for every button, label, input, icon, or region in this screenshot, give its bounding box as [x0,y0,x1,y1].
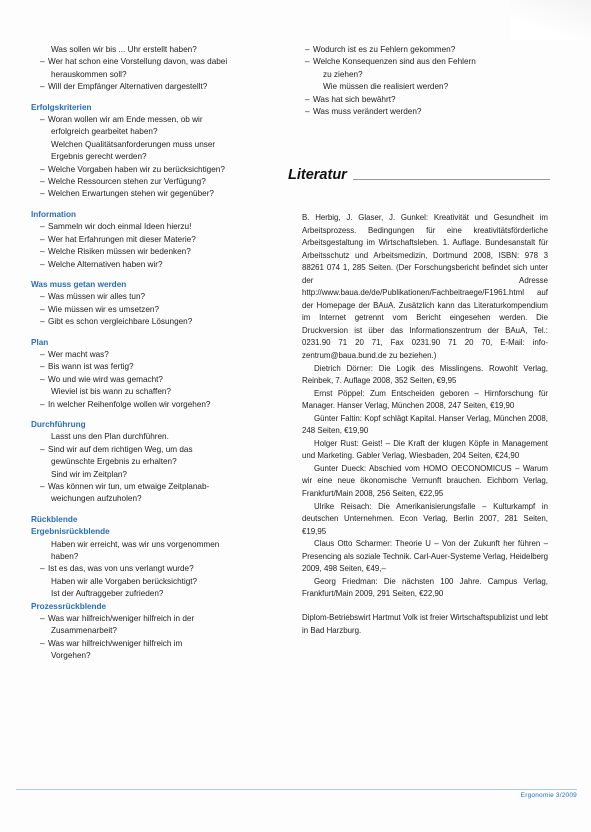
list-item: – Wer hat schon eine Vorstellung davon, was dabei [31,56,293,68]
literatur-entry: Claus Otto Scharmer: Theorie U – Von der Zukunft her führen – Presencing als soziale Technik. Carl-Auer-Systeme Verlag, Heidelberg 2009, 498 Seiten, €49,– [302,539,548,574]
corner-mark [511,0,591,40]
intro-list [31,44,293,94]
literatur-entry: Ulrike Reisach: Die Amerikanisierungsfalle – Kulturkampf in deutschen Unternehmen. Econ Verlag, Berlin 2007, 281 Seiten, €19,95 [302,501,548,536]
list-item: Wie müssen die realisiert werden? [323,82,449,92]
sub-heading: Prozessrückblende [31,601,107,611]
section-heading: Rückblende [31,514,78,524]
list-item: gewünschte Ergebnis zu erhalten? [51,457,177,467]
right-column [302,44,548,118]
section-block [31,337,293,411]
list-item: Zusammenarbeit? [51,626,117,636]
list-item: – Was war hilfreich/weniger hilfreich in der [31,613,293,625]
list-item: – Gibt es schon vergleichbare Lösungen? [31,316,293,328]
list-item: – Was können wir tun, um etwaige Zeitplanab- [31,481,293,493]
literatur-title: Literatur [288,167,347,183]
list-item: – Bis wann ist was fertig? [31,361,293,373]
literatur-header [288,167,550,183]
literatur-entry: Ernst Pöppel: Zum Entscheiden geboren – Hirnforschung für Manager. Hanser Verlag, München 2008, 247 Seiten, €19,90 [302,388,548,411]
section-block [31,514,293,663]
list-item: – Ist es das, was von uns verlangt wurde? [31,563,293,575]
list-item: Ergebnis gerecht werden? [51,152,147,162]
author-note: Diplom-Betriebswirt Hartmut Volk ist freier Wirtschaftspublizist und lebt in Bad Harzburg. [302,612,549,635]
list-item: – Sammeln wir doch einmal Ideen hierzu! [31,221,293,233]
section-heading: Plan [31,337,49,347]
list-item: – Welche Risiken müssen wir bedenken? [31,246,293,258]
section-block [31,279,293,329]
list-item: – Wodurch ist es zu Fehlern gekommen? [302,44,548,56]
list-item: Haben wir erreicht, was wir uns vorgenommen [51,539,220,549]
list-item: – Was war hilfreich/weniger hilfreich im [31,638,293,650]
list-item: haben? [51,552,79,562]
literatur-entry: Gunter Dueck: Abschied vom HOMO OECONOMICUS – Warum wir eine neue ökonomische Vernunft brauchen. Eichborn Verlag, Frankfurt/Main 2008, 256 Seiten, €22,95 [302,463,548,499]
literatur-entry: Dietrich Dörner: Die Logik des Misslingens. Rowohlt Verlag, Reinbek, 7. Auflage 2008, 352 Seiten, €9,95 [302,363,548,386]
list-item: – Woran wollen wir am Ende messen, ob wir [31,114,293,126]
list-item: – Was müssen wir alles tun? [31,291,293,303]
list-item: – Wer hat Erfahrungen mit dieser Materie? [31,234,293,246]
literatur-body [302,212,548,645]
section-heading: Erfolgskriterien [31,102,92,112]
list-item: Vorgehen? [51,651,91,661]
list-item: – Was hat sich bewährt? [302,94,548,106]
list-item: erfolgreich gearbeitet haben? [51,127,158,137]
section-heading: Was muss getan werden [31,279,127,289]
left-column [31,44,293,671]
list-item: Welchen Qualitätsanforderungen muss unser [51,139,216,149]
literatur-entry: Günter Faltin: Kopf schlägt Kapital. Hanser Verlag, München 2008, 248 Seiten, €19,90 [302,413,548,436]
list-item: – Welche Vorgaben haben wir zu berücksichtigen? [31,164,293,176]
literatur-entry: Georg Friedman: Die nächsten 100 Jahre. Campus Verlag, Frankfurt/Main 2009, 291 Seiten, €22,90 [302,576,548,599]
section-list [31,102,293,663]
list-item: – Sind wir auf dem richtigen Weg, um das [31,444,293,456]
list-item: – Wo und wie wird was gemacht? [31,374,293,386]
list-item: Ist der Auftraggeber zufrieden? [51,589,164,599]
literatur-entry: B. Herbig, J. Glaser, J. Gunkel: Kreativität und Gesundheit im Arbeitsprozess. Bedingungen für eine kreativitätsförderliche Arbeitsgestaltung im Wirtschaftsleben. 1. Auflage. Bundesanstalt für Arbeitsschutz und Arbeitsmedizin, Dortmund 2008, ISBN: 978 3 88261 074 1, 285 Seiten. (Der Forschungsbericht befindet sich unter der Adresse http://www.baua.de/de/Publikationen/Fachbeitraege/F1961.html auf der Homepage der BAuA. Zusätzlich kann das Literaturkompendium im Internet getrennt vom Bericht eingesehen werden. Die Druckversion ist über das Informationszentrum der BAuA, Tel.: 0231.90 71 20 71, Fax 0231.90 71 20 70, E-Mail: info-zentrum@baua.bund.de zu beziehen.) [302,213,548,361]
list-item: Was sollen wir bis ... Uhr erstellt haben? [51,45,197,54]
list-item: Wieviel ist bis wann zu schaffen? [51,387,171,397]
list-item: – Wie müssen wir es umsetzen? [31,304,293,316]
list-item: Sind wir im Zeitplan? [51,469,127,479]
list-item: herauskommen soll? [51,69,127,79]
list-item: Lasst uns den Plan durchführen. [51,432,169,442]
list-item: zu ziehen? [323,69,363,79]
section-heading: Information [31,209,77,219]
list-item: – Wer macht was? [31,349,293,361]
list-item: – Will der Empfänger Alternativen dargestellt? [31,81,293,93]
list-item: weichungen aufzuholen? [51,494,142,504]
section-block [31,419,293,506]
title-rule [353,179,550,180]
literatur-entry: Holger Rust: Geist! – Die Kraft der klugen Köpfe in Management und Marketing. Gabler Verlag, Wiesbaden, 204 Seiten, €24,90 [302,438,548,461]
list-item: – Was muss verändert werden? [302,106,548,118]
footer-text: Ergonomie 3/2009 [520,792,577,799]
list-item: – Welche Konsequenzen sind aus den Fehlern [302,56,548,68]
footer-rule [16,789,577,790]
list-item: – In welcher Reihenfolge wollen wir vorgehen? [31,399,293,411]
section-block [31,209,293,271]
section-block [31,102,293,201]
section-heading: Durchführung [31,419,86,429]
list-item: – Welche Ressourcen stehen zur Verfügung? [31,176,293,188]
list-item: – Welche Alternativen haben wir? [31,259,293,271]
sub-heading: Ergebnisrückblende [31,527,110,537]
list-item: – Welchen Erwartungen stehen wir gegenüber? [31,188,293,200]
list-item: Haben wir alle Vorgaben berücksichtigt? [51,576,198,586]
